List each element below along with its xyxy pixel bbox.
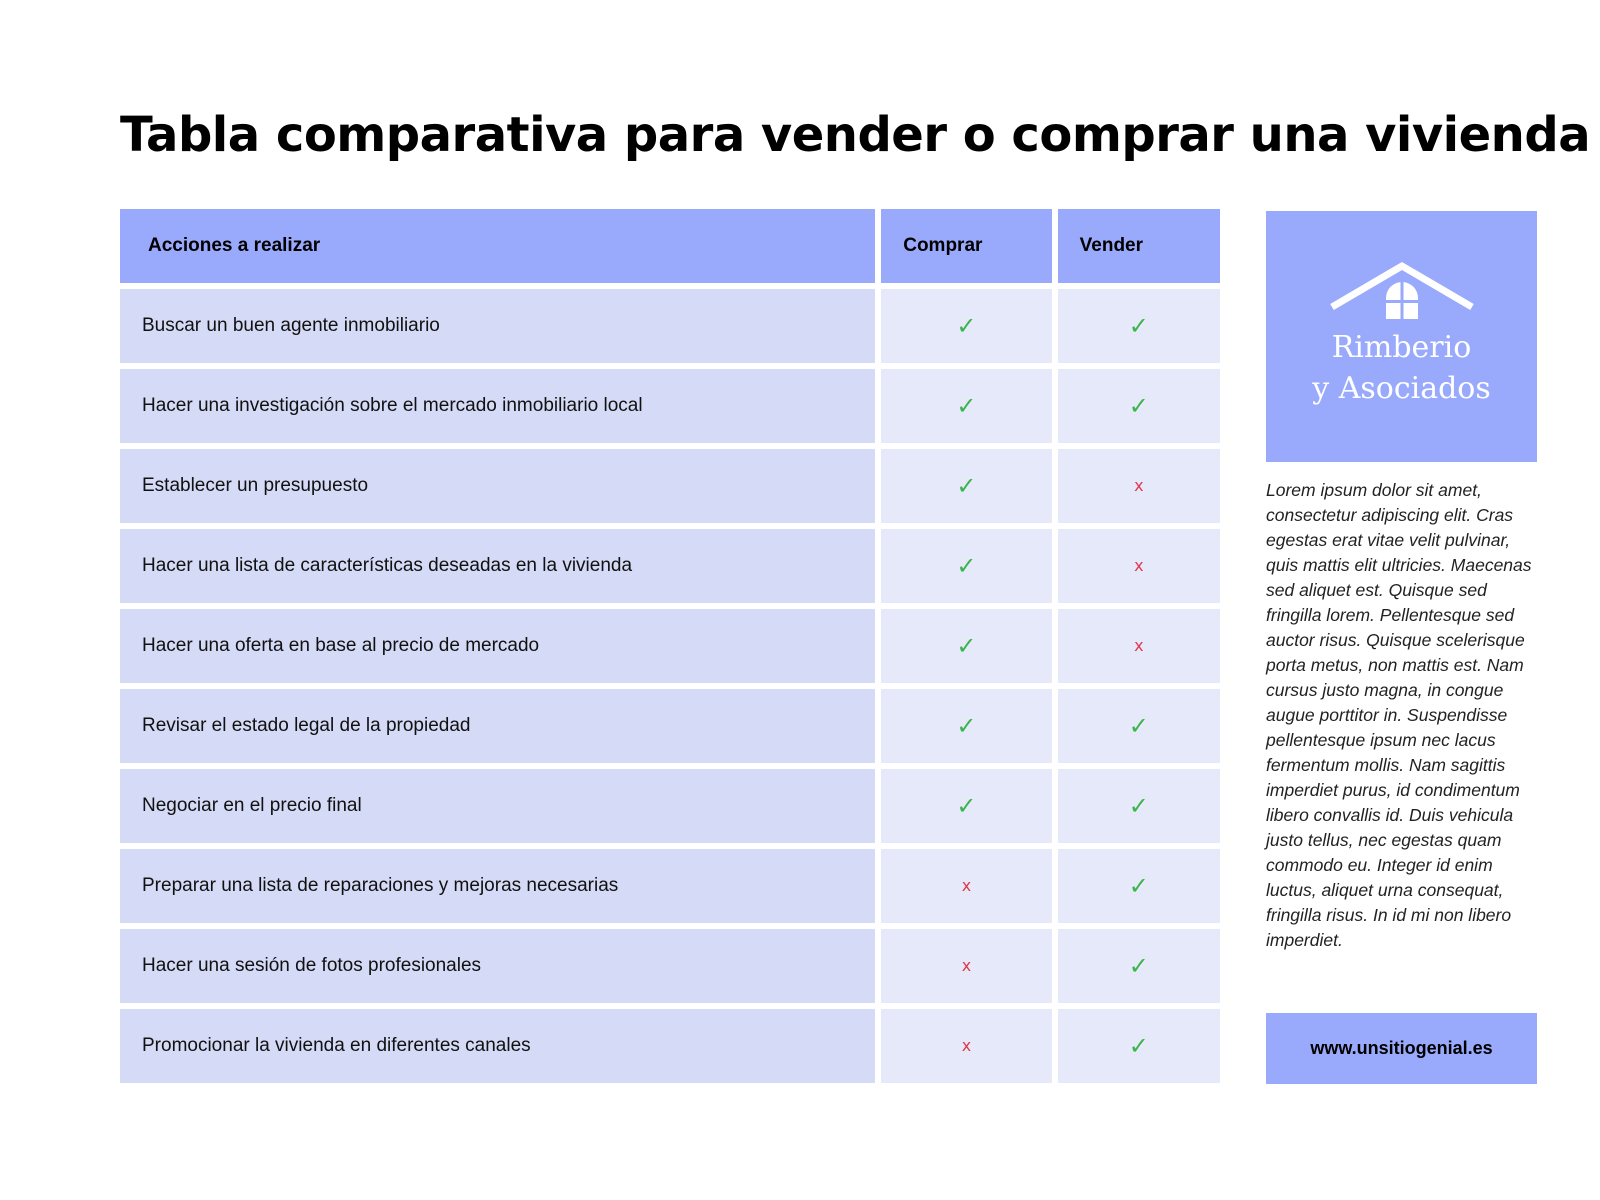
- house-icon: [1329, 261, 1475, 319]
- buy-cell: [881, 1009, 1051, 1083]
- logo: [1266, 211, 1537, 462]
- action-cell: Promocionar la vivienda en diferentes canales: [120, 1009, 875, 1083]
- check-icon: ✓: [1128, 1032, 1149, 1060]
- action-cell: Hacer una oferta en base al precio de mercado: [120, 609, 875, 683]
- brand-name: [1312, 327, 1491, 409]
- sell-cell: [1058, 849, 1220, 923]
- cross-icon: x: [961, 876, 972, 895]
- brand-name-line2: y Asociados: [1312, 371, 1491, 406]
- sidebar: [1266, 211, 1537, 953]
- table-row: [120, 1009, 1220, 1083]
- table-row: [120, 929, 1220, 1003]
- check-icon: ✓: [1128, 392, 1149, 420]
- buy-cell: [881, 369, 1051, 443]
- buy-cell: [881, 289, 1051, 363]
- website-link[interactable]: www.unsitiogenial.es: [1266, 1013, 1537, 1084]
- action-cell: Negociar en el precio final: [120, 769, 875, 843]
- table-row: [120, 289, 1220, 363]
- table-row: [120, 849, 1220, 923]
- cross-icon: x: [961, 1036, 972, 1055]
- action-cell: Establecer un presupuesto: [120, 449, 875, 523]
- buy-cell: [881, 609, 1051, 683]
- cross-icon: x: [1134, 636, 1144, 655]
- check-icon: ✓: [956, 632, 977, 660]
- check-icon: ✓: [956, 392, 977, 420]
- sell-cell: [1058, 449, 1220, 523]
- action-cell: Hacer una investigación sobre el mercado inmobiliario local: [120, 369, 875, 443]
- check-icon: ✓: [956, 552, 977, 580]
- table-header-row: [120, 209, 1220, 283]
- table-row: [120, 689, 1220, 763]
- check-icon: ✓: [956, 312, 977, 340]
- sell-cell: [1058, 609, 1220, 683]
- check-icon: ✓: [1128, 712, 1149, 740]
- check-icon: ✓: [1128, 952, 1149, 980]
- check-icon: ✓: [956, 472, 977, 500]
- header-sell: Vender: [1058, 209, 1220, 283]
- buy-cell: [881, 769, 1051, 843]
- comparison-table: [114, 203, 1226, 1089]
- sell-cell: [1058, 689, 1220, 763]
- description-text: Lorem ipsum dolor sit amet, consectetur adipiscing elit. Cras egestas erat vitae velit pulvinar, quis mattis elit ultricies. Maecenas sed aliquet est. Quisque sed fringilla lorem. Pellentesque sed auctor risus. Quisque scelerisque porta metus, non mattis est. Nam cursus justo magna, in congue augue porttitor in. Suspendisse pellentesque ipsum nec lacus fermentum mollis. Nam sagittis imperdiet purus, id condimentum libero convallis id. Duis vehicula justo tellus, nec egestas quam commodo eu. Integer id enim luctus, aliquet urna consequat, fringilla risus. In id mi non libero imperdiet.: [1266, 480, 1532, 950]
- cross-icon: x: [961, 956, 972, 975]
- brand-name-line1: Rimberio: [1331, 330, 1472, 365]
- table-row: [120, 609, 1220, 683]
- buy-cell: [881, 689, 1051, 763]
- sell-cell: [1058, 769, 1220, 843]
- header-actions: Acciones a realizar: [120, 209, 875, 283]
- action-cell: Revisar el estado legal de la propiedad: [120, 689, 875, 763]
- table-row: [120, 449, 1220, 523]
- cross-icon: x: [1134, 556, 1144, 575]
- buy-cell: [881, 449, 1051, 523]
- buy-cell: [881, 929, 1051, 1003]
- check-icon: ✓: [1128, 872, 1149, 900]
- table-row: [120, 529, 1220, 603]
- action-cell: Preparar una lista de reparaciones y mejoras necesarias: [120, 849, 875, 923]
- sell-cell: [1058, 929, 1220, 1003]
- sell-cell: [1058, 369, 1220, 443]
- check-icon: ✓: [1128, 792, 1149, 820]
- table-row: [120, 369, 1220, 443]
- check-icon: ✓: [956, 792, 977, 820]
- table-row: [120, 769, 1220, 843]
- check-icon: ✓: [956, 712, 977, 740]
- page-title: Tabla comparativa para vender o comprar una vivienda: [120, 107, 1591, 163]
- buy-cell: [881, 849, 1051, 923]
- action-cell: Hacer una sesión de fotos profesionales: [120, 929, 875, 1003]
- action-cell: Buscar un buen agente inmobiliario: [120, 289, 875, 363]
- sell-cell: [1058, 1009, 1220, 1083]
- buy-cell: [881, 529, 1051, 603]
- action-cell: Hacer una lista de características deseadas en la vivienda: [120, 529, 875, 603]
- table-body: [120, 289, 1220, 1083]
- cross-icon: x: [1134, 476, 1144, 495]
- check-icon: ✓: [1128, 312, 1149, 340]
- sell-cell: [1058, 289, 1220, 363]
- header-buy: Comprar: [881, 209, 1051, 283]
- sell-cell: [1058, 529, 1220, 603]
